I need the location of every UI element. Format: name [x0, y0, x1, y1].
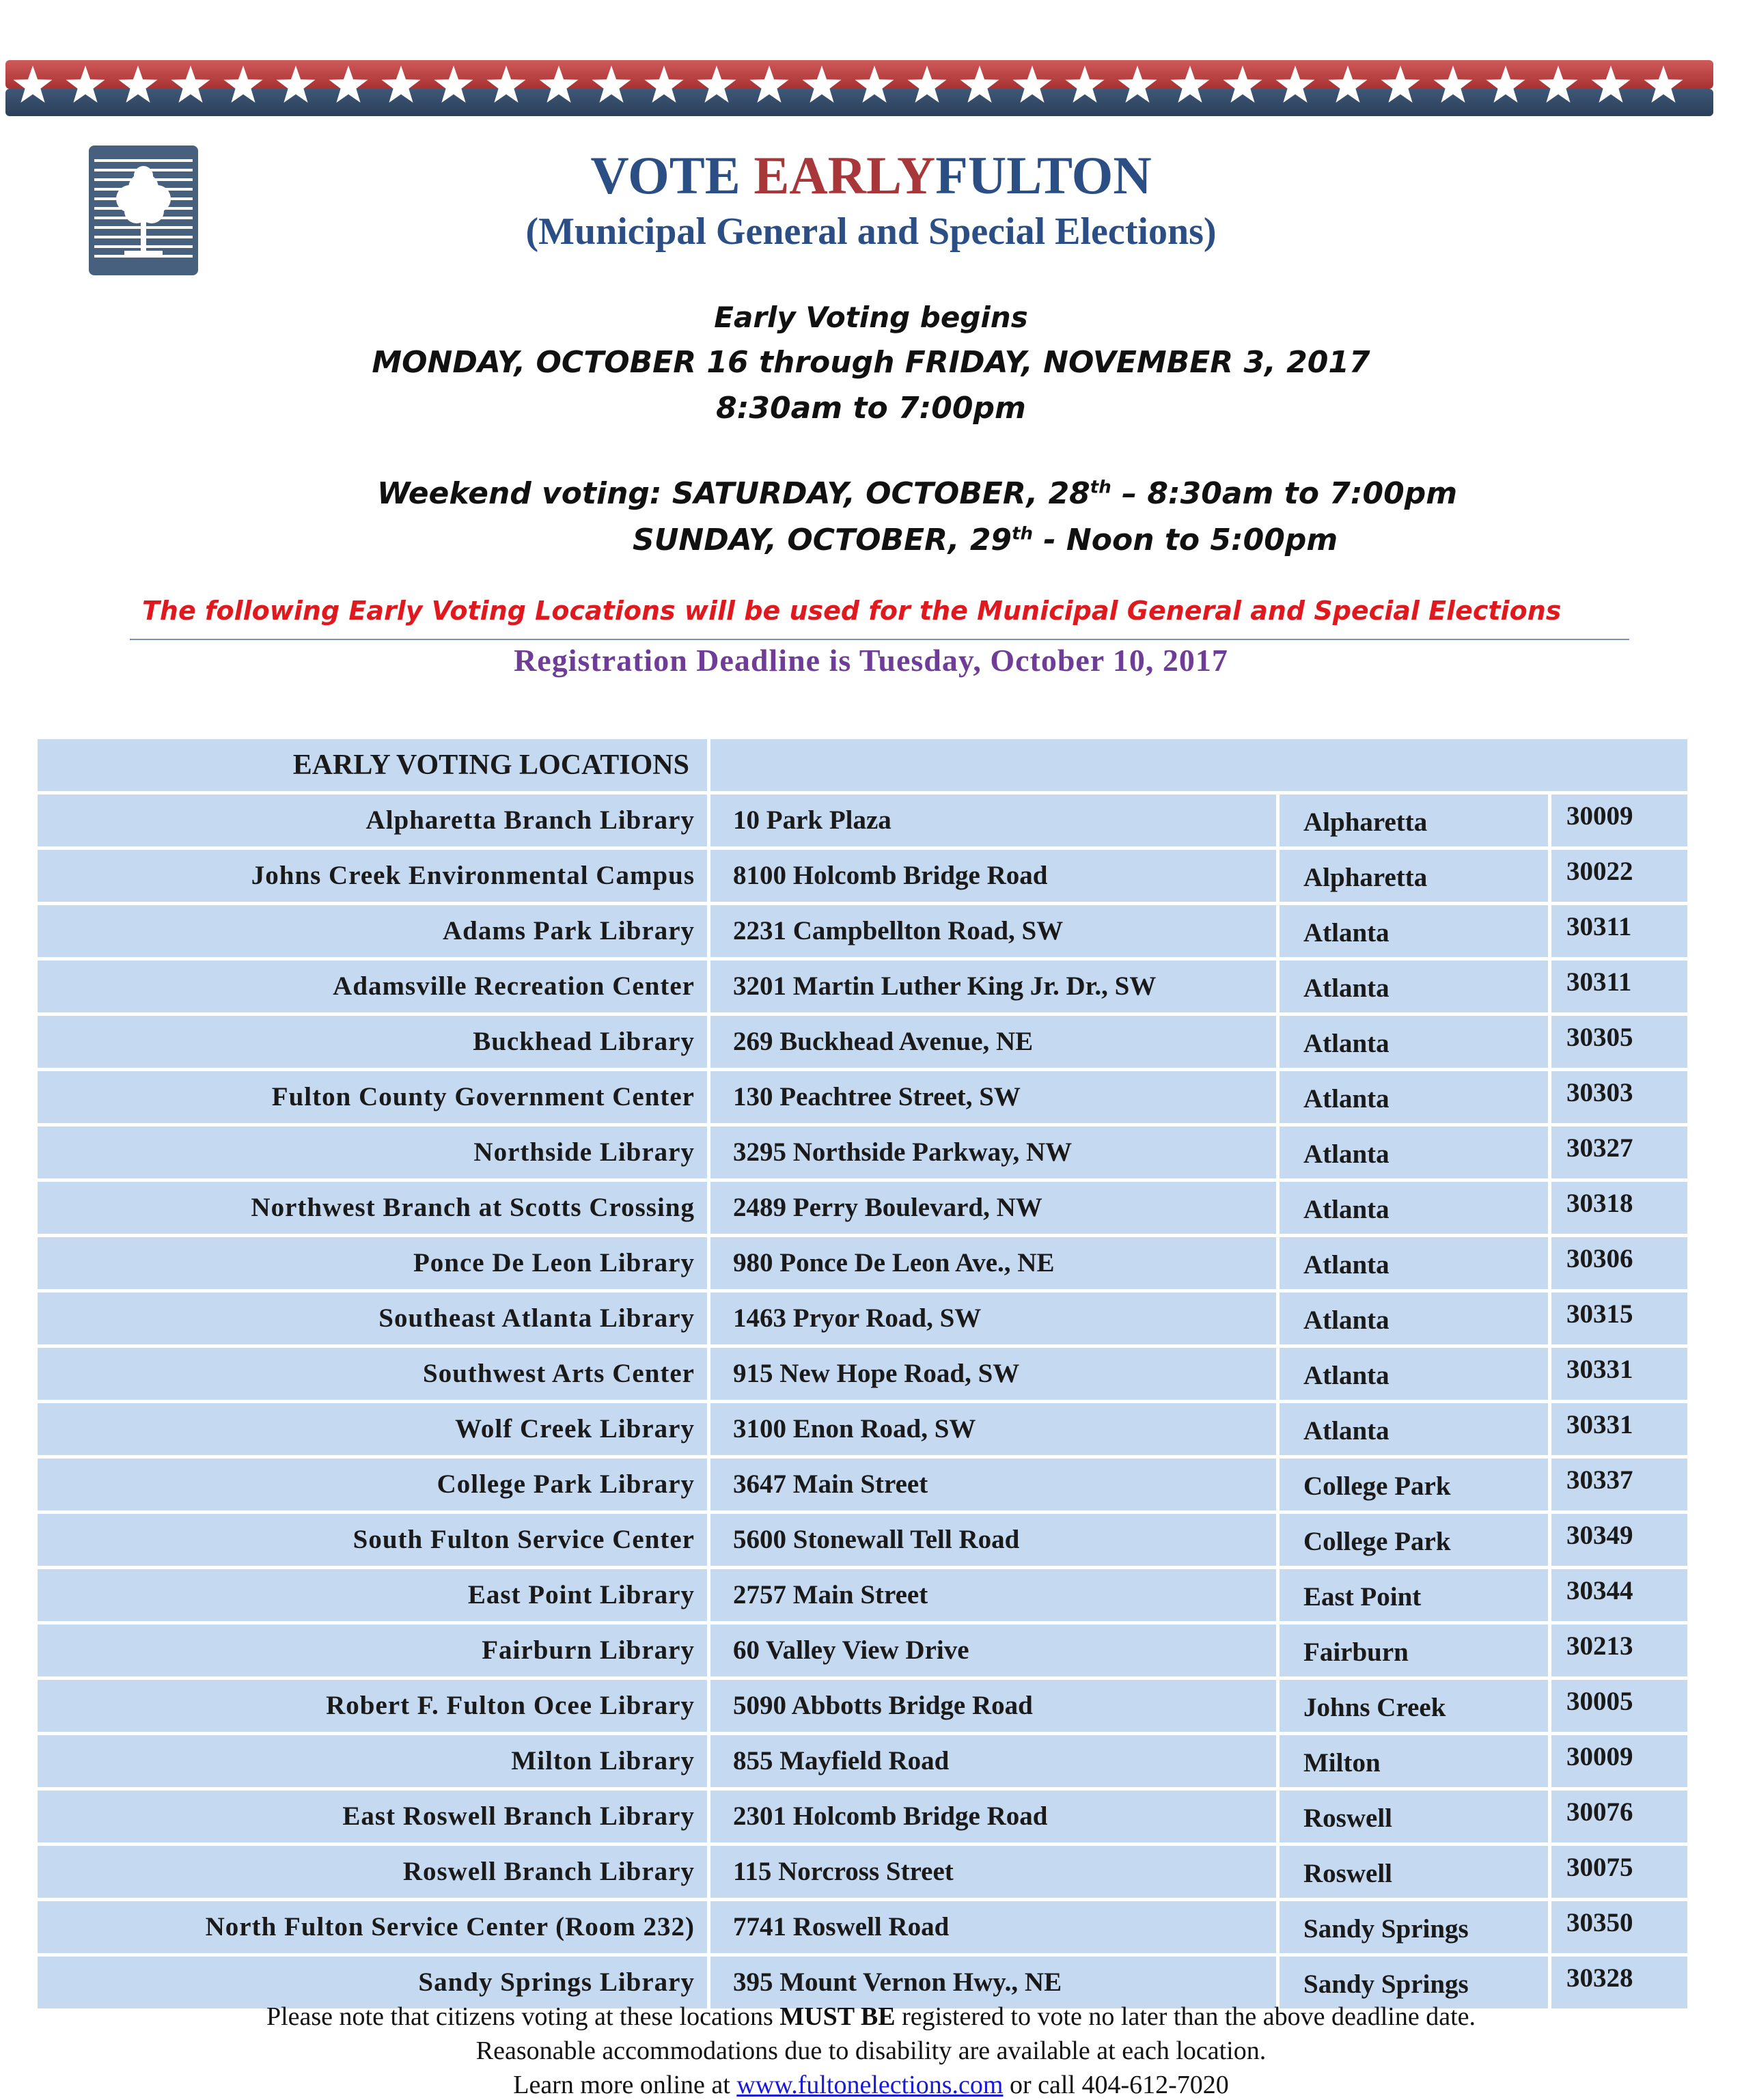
table-row — [38, 1293, 1687, 1344]
location-name: Robert F. Fulton Ocee Library — [38, 1680, 707, 1732]
locations-notice: The following Early Voting Locations will be used for the Municipal General and Special Elections — [142, 596, 1562, 626]
location-address: 3100 Enon Road, SW — [710, 1403, 1276, 1455]
table-header: EARLY VOTING LOCATIONS — [38, 739, 707, 791]
table-row — [38, 905, 1687, 957]
location-zip: 30009 — [1551, 1735, 1687, 1787]
table-row — [38, 850, 1687, 902]
location-zip: 30213 — [1551, 1625, 1687, 1676]
location-city: Atlanta — [1280, 1403, 1548, 1455]
location-address: 2757 Main Street — [710, 1569, 1276, 1621]
location-zip: 30022 — [1551, 850, 1687, 902]
location-name: Southeast Atlanta Library — [38, 1293, 707, 1344]
location-address: 269 Buckhead Avenue, NE — [710, 1016, 1276, 1068]
location-address: 855 Mayfield Road — [710, 1735, 1276, 1787]
location-zip: 30005 — [1551, 1680, 1687, 1732]
location-city: Sandy Springs — [1280, 1957, 1548, 2008]
location-address: 3295 Northside Parkway, NW — [710, 1127, 1276, 1178]
table-row — [38, 1957, 1687, 2008]
location-zip: 30331 — [1551, 1403, 1687, 1455]
table-row — [38, 1901, 1687, 1953]
table-row — [38, 795, 1687, 846]
location-name: Northside Library — [38, 1127, 707, 1178]
table-row — [38, 1846, 1687, 1898]
location-name: Adams Park Library — [38, 905, 707, 957]
title-early: EARLY — [754, 146, 936, 205]
location-address: 980 Ponce De Leon Ave., NE — [710, 1237, 1276, 1289]
sunday-text: SUNDAY, OCTOBER, 29 — [633, 523, 1012, 557]
sunday-hours: - Noon to 5:00pm — [1033, 523, 1338, 557]
table-row — [38, 1127, 1687, 1178]
footer-note-bold: MUST BE — [779, 2002, 896, 2031]
table-row — [38, 1348, 1687, 1400]
location-address: 5090 Abbotts Bridge Road — [710, 1680, 1276, 1732]
table-row — [38, 1625, 1687, 1676]
footer-note-post: registered to vote no later than the above deadline date. — [895, 2002, 1476, 2031]
location-zip: 30331 — [1551, 1348, 1687, 1400]
table-header-blank — [710, 739, 1687, 791]
table-row — [38, 1569, 1687, 1621]
location-name: Alpharetta Branch Library — [38, 795, 707, 846]
location-city: Atlanta — [1280, 905, 1548, 957]
footer-contact-post: or call 404-612-7020 — [1003, 2071, 1229, 2099]
location-zip: 30306 — [1551, 1237, 1687, 1289]
location-zip: 30350 — [1551, 1901, 1687, 1953]
location-city: Atlanta — [1280, 1127, 1548, 1178]
location-zip: 30318 — [1551, 1182, 1687, 1234]
location-zip: 30075 — [1551, 1846, 1687, 1898]
location-zip: 30311 — [1551, 961, 1687, 1012]
location-address: 5600 Stonewall Tell Road — [710, 1514, 1276, 1566]
location-name: Fairburn Library — [38, 1625, 707, 1676]
location-zip: 30311 — [1551, 905, 1687, 957]
location-address: 395 Mount Vernon Hwy., NE — [710, 1957, 1276, 2008]
location-zip: 30009 — [1551, 795, 1687, 846]
location-address: 2301 Holcomb Bridge Road — [710, 1791, 1276, 1842]
location-name: South Fulton Service Center — [38, 1514, 707, 1566]
location-name: Wolf Creek Library — [38, 1403, 707, 1455]
sunday-sup: th — [1012, 523, 1034, 544]
location-zip: 30305 — [1551, 1016, 1687, 1068]
table-row — [38, 1514, 1687, 1566]
weekend-saturday — [377, 476, 1457, 511]
early-voting-hours: 8:30am to 7:00pm — [716, 391, 1026, 426]
location-city: Atlanta — [1280, 1237, 1548, 1289]
table-row — [38, 1403, 1687, 1455]
location-name: Northwest Branch at Scotts Crossing — [38, 1182, 707, 1234]
location-city: College Park — [1280, 1514, 1548, 1566]
location-city: Alpharetta — [1280, 795, 1548, 846]
table-row — [38, 1459, 1687, 1510]
location-address: 7741 Roswell Road — [710, 1901, 1276, 1953]
location-name: Buckhead Library — [38, 1016, 707, 1068]
location-city: Roswell — [1280, 1791, 1548, 1842]
location-city: East Point — [1280, 1569, 1548, 1621]
table-row — [38, 961, 1687, 1012]
footer-contact-pre: Learn more online at — [513, 2071, 737, 2099]
location-city: Atlanta — [1280, 1016, 1548, 1068]
location-address: 1463 Pryor Road, SW — [710, 1293, 1276, 1344]
table-row — [38, 1735, 1687, 1787]
table-row — [38, 1237, 1687, 1289]
page-subtitle: (Municipal General and Special Elections) — [525, 210, 1217, 253]
location-city: Sandy Springs — [1280, 1901, 1548, 1953]
weekend-sunday — [633, 523, 1338, 557]
location-address: 2231 Campbellton Road, SW — [710, 905, 1276, 957]
table-row — [38, 1791, 1687, 1842]
location-city: Atlanta — [1280, 1348, 1548, 1400]
location-city: Alpharetta — [1280, 850, 1548, 902]
page-title — [0, 145, 1742, 206]
footer-note-pre: Please note that citizens voting at these locations — [266, 2002, 780, 2031]
saturday-text: Weekend voting: SATURDAY, OCTOBER, 28 — [377, 476, 1090, 511]
location-zip: 30076 — [1551, 1791, 1687, 1842]
table-row — [38, 1071, 1687, 1123]
title-vote: VOTE — [590, 146, 741, 205]
location-name: College Park Library — [38, 1459, 707, 1510]
saturday-hours: – 8:30am to 7:00pm — [1111, 476, 1458, 511]
location-name: Milton Library — [38, 1735, 707, 1787]
table-row — [38, 1680, 1687, 1732]
table-row — [38, 1182, 1687, 1234]
early-voting-dates: MONDAY, OCTOBER 16 through FRIDAY, NOVEMBER 3, 2017 — [372, 345, 1370, 380]
location-zip: 30328 — [1551, 1957, 1687, 2008]
location-name: Southwest Arts Center — [38, 1348, 707, 1400]
footer-accommodations: Reasonable accommodations due to disability are available at each location. — [475, 2036, 1267, 2065]
location-city: Atlanta — [1280, 1071, 1548, 1123]
table-header-row — [38, 739, 1687, 791]
early-voting-begins: Early Voting begins — [714, 301, 1028, 334]
location-name: Roswell Branch Library — [38, 1846, 707, 1898]
location-address: 3647 Main Street — [710, 1459, 1276, 1510]
location-zip: 30315 — [1551, 1293, 1687, 1344]
location-city: Roswell — [1280, 1846, 1548, 1898]
location-city: Atlanta — [1280, 1182, 1548, 1234]
location-name: Fulton County Government Center — [38, 1071, 707, 1123]
location-address: 60 Valley View Drive — [710, 1625, 1276, 1676]
location-address: 115 Norcross Street — [710, 1846, 1276, 1898]
location-name: North Fulton Service Center (Room 232) — [38, 1901, 707, 1953]
location-name: Johns Creek Environmental Campus — [38, 850, 707, 902]
location-zip: 30303 — [1551, 1071, 1687, 1123]
location-zip: 30327 — [1551, 1127, 1687, 1178]
location-address: 915 New Hope Road, SW — [710, 1348, 1276, 1400]
location-city: College Park — [1280, 1459, 1548, 1510]
location-zip: 30337 — [1551, 1459, 1687, 1510]
location-address: 3201 Martin Luther King Jr. Dr., SW — [710, 961, 1276, 1012]
location-name: Ponce De Leon Library — [38, 1237, 707, 1289]
location-address: 10 Park Plaza — [710, 795, 1276, 846]
elections-website-link[interactable]: www.fultonelections.com — [736, 2071, 1004, 2099]
location-city: Johns Creek — [1280, 1680, 1548, 1732]
table-row — [38, 1016, 1687, 1068]
divider — [130, 639, 1629, 640]
location-city: Atlanta — [1280, 961, 1548, 1012]
title-fulton: FULTON — [935, 146, 1152, 205]
location-zip: 30349 — [1551, 1514, 1687, 1566]
location-city: Atlanta — [1280, 1293, 1548, 1344]
footer-registration-note — [0, 2002, 1742, 2032]
location-name: Sandy Springs Library — [38, 1957, 707, 2008]
location-city: Milton — [1280, 1735, 1548, 1787]
star-banner — [5, 60, 1713, 116]
location-address: 130 Peachtree Street, SW — [710, 1071, 1276, 1123]
location-city: Fairburn — [1280, 1625, 1548, 1676]
location-zip: 30344 — [1551, 1569, 1687, 1621]
location-address: 2489 Perry Boulevard, NW — [710, 1182, 1276, 1234]
saturday-sup: th — [1090, 477, 1111, 498]
location-name: East Point Library — [38, 1569, 707, 1621]
footer-contact — [0, 2070, 1742, 2100]
location-name: Adamsville Recreation Center — [38, 961, 707, 1012]
location-name: East Roswell Branch Library — [38, 1791, 707, 1842]
location-address: 8100 Holcomb Bridge Road — [710, 850, 1276, 902]
registration-deadline: Registration Deadline is Tuesday, October 10, 2017 — [514, 643, 1228, 678]
